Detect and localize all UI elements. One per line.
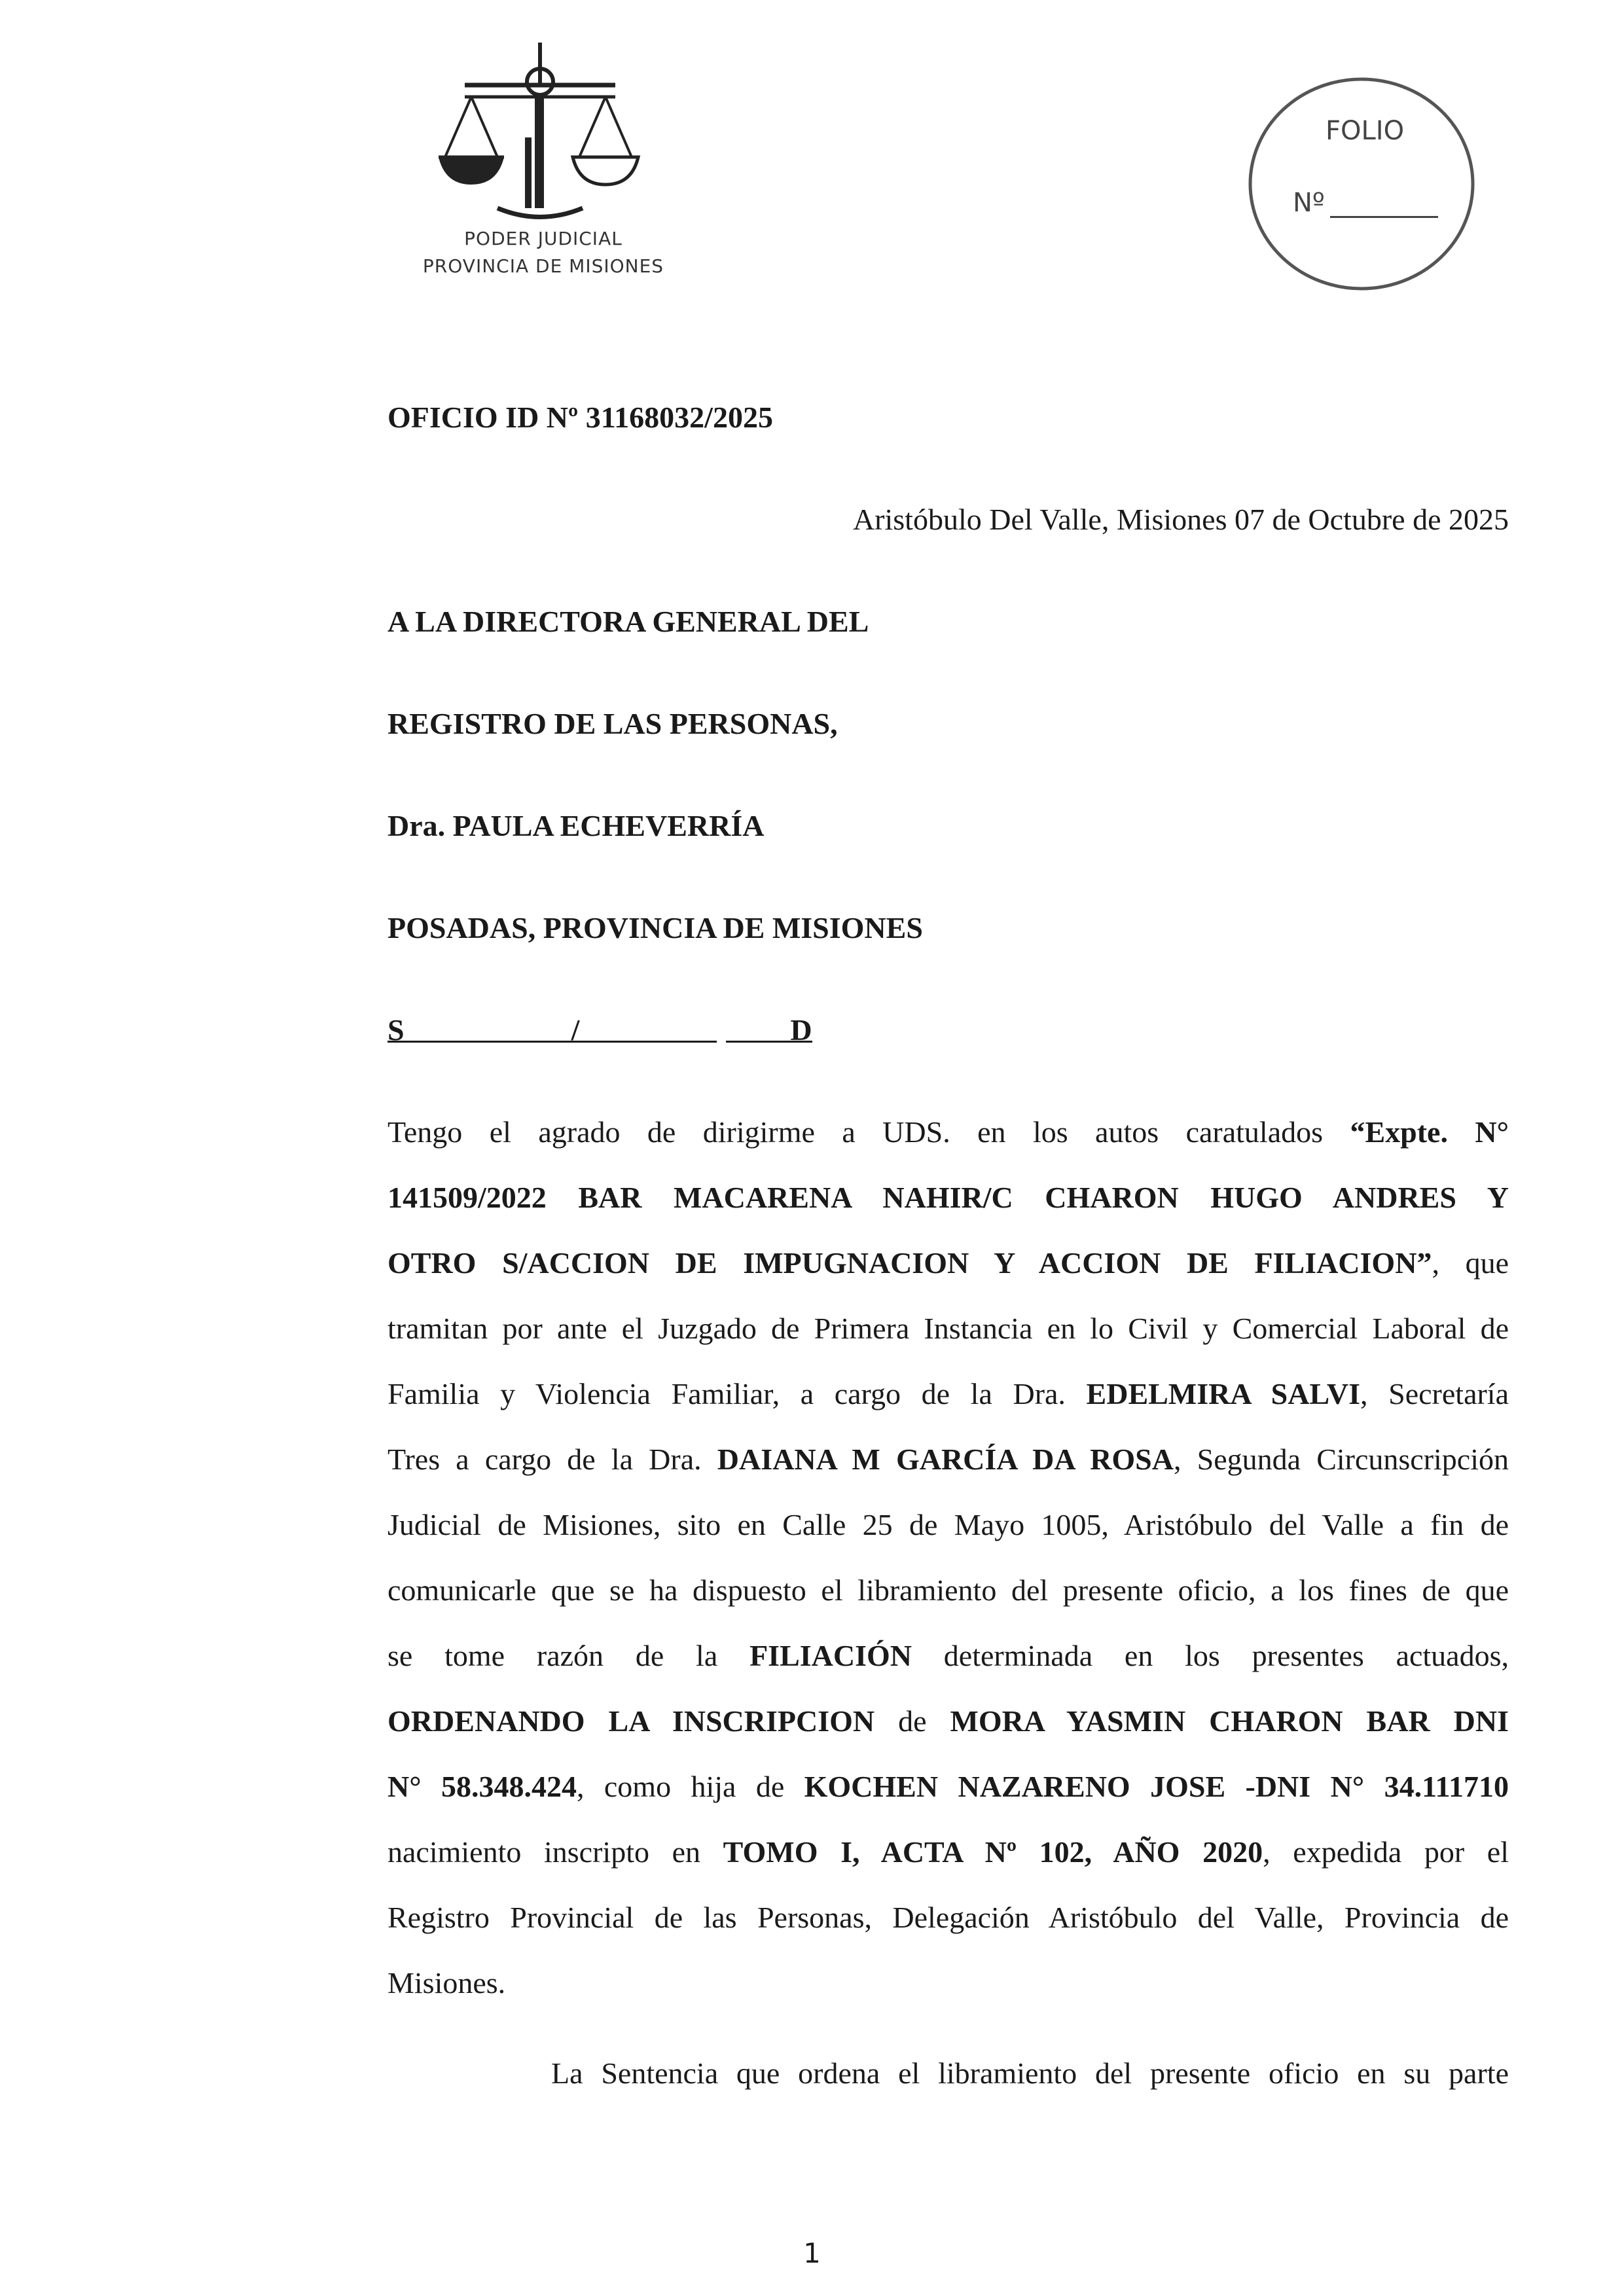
place-date: Aristóbulo Del Valle, Misiones 07 de Octubre de 2025 [852, 503, 1509, 536]
body-line-1: Tengo el agrado de dirigirme a UDS. en los autos caratulados “Expte. N° [388, 1115, 1509, 1149]
oficio-id: OFICIO ID Nº 31168032/2025 [388, 401, 773, 434]
body-line-13: Registro Provincial de las Personas, Delegación Aristóbulo del Valle, Provincia de [388, 1901, 1509, 1934]
folio-number-line [1330, 194, 1438, 218]
folio-number-label: Nº [1293, 188, 1325, 218]
sd-s: S / [388, 1012, 717, 1043]
recipient-line-2: REGISTRO DE LAS PERSONAS, [388, 707, 838, 740]
folio-label: FOLIO [1326, 116, 1405, 146]
body-line-3: OTRO S/ACCION DE IMPUGNACION Y ACCION DE FILIACION”, que [388, 1246, 1509, 1280]
court-logo [399, 39, 687, 288]
logo-line-2: PROVINCIA DE MISIONES [422, 255, 664, 277]
sd-d: D [726, 1012, 812, 1043]
recipient-line-3: Dra. PAULA ECHEVERRÍA [388, 809, 765, 842]
body-line-7: Judicial de Misiones, sito en Calle 25 de Mayo 1005, Aristóbulo del Valle a fin de [388, 1508, 1509, 1541]
logo-line-1: PODER JUDICIAL [464, 228, 623, 249]
page-number: 1 [803, 2237, 821, 2269]
body-line-12: nacimiento inscripto en TOMO I, ACTA Nº 102, AÑO 2020, expedida por el [388, 1835, 1509, 1869]
body-line-2: 141509/2022 BAR MACARENA NAHIR/C CHARON HUGO ANDRES Y [388, 1181, 1509, 1214]
body-line-5: Familia y Violencia Familiar, a cargo de la Dra. EDELMIRA SALVI, Secretaría [388, 1377, 1509, 1410]
recipient-line-1: A LA DIRECTORA GENERAL DEL [388, 605, 869, 638]
body-line-6: Tres a cargo de la Dra. DAIANA M GARCÍA DA ROSA, Segunda Circunscripción [388, 1443, 1509, 1476]
salutation-sd [388, 1012, 812, 1049]
scales-of-justice-icon [399, 39, 687, 236]
body-line-14: Misiones. [388, 1966, 506, 2000]
paragraph-2-line-1: La Sentencia que ordena el libramiento del presente oficio en su parte [551, 2056, 1509, 2090]
folio-circle [1247, 75, 1476, 293]
recipient-line-4: POSADAS, PROVINCIA DE MISIONES [388, 911, 923, 944]
folio-number [1293, 188, 1438, 218]
body-line-9: se tome razón de la FILIACIÓN determinada en los presentes actuados, [388, 1639, 1509, 1672]
body-line-10: ORDENANDO LA INSCRIPCION de MORA YASMIN CHARON BAR DNI [388, 1704, 1509, 1738]
body-line-11: N° 58.348.424, como hija de KOCHEN NAZARENO JOSE -DNI N° 34.111710 [388, 1770, 1509, 1803]
body-line-8: comunicarle que se ha dispuesto el libramiento del presente oficio, a los fines de que [388, 1573, 1509, 1607]
body-line-4: tramitan por ante el Juzgado de Primera Instancia en lo Civil y Comercial Laboral de [388, 1312, 1509, 1345]
folio-stamp [1247, 75, 1476, 293]
